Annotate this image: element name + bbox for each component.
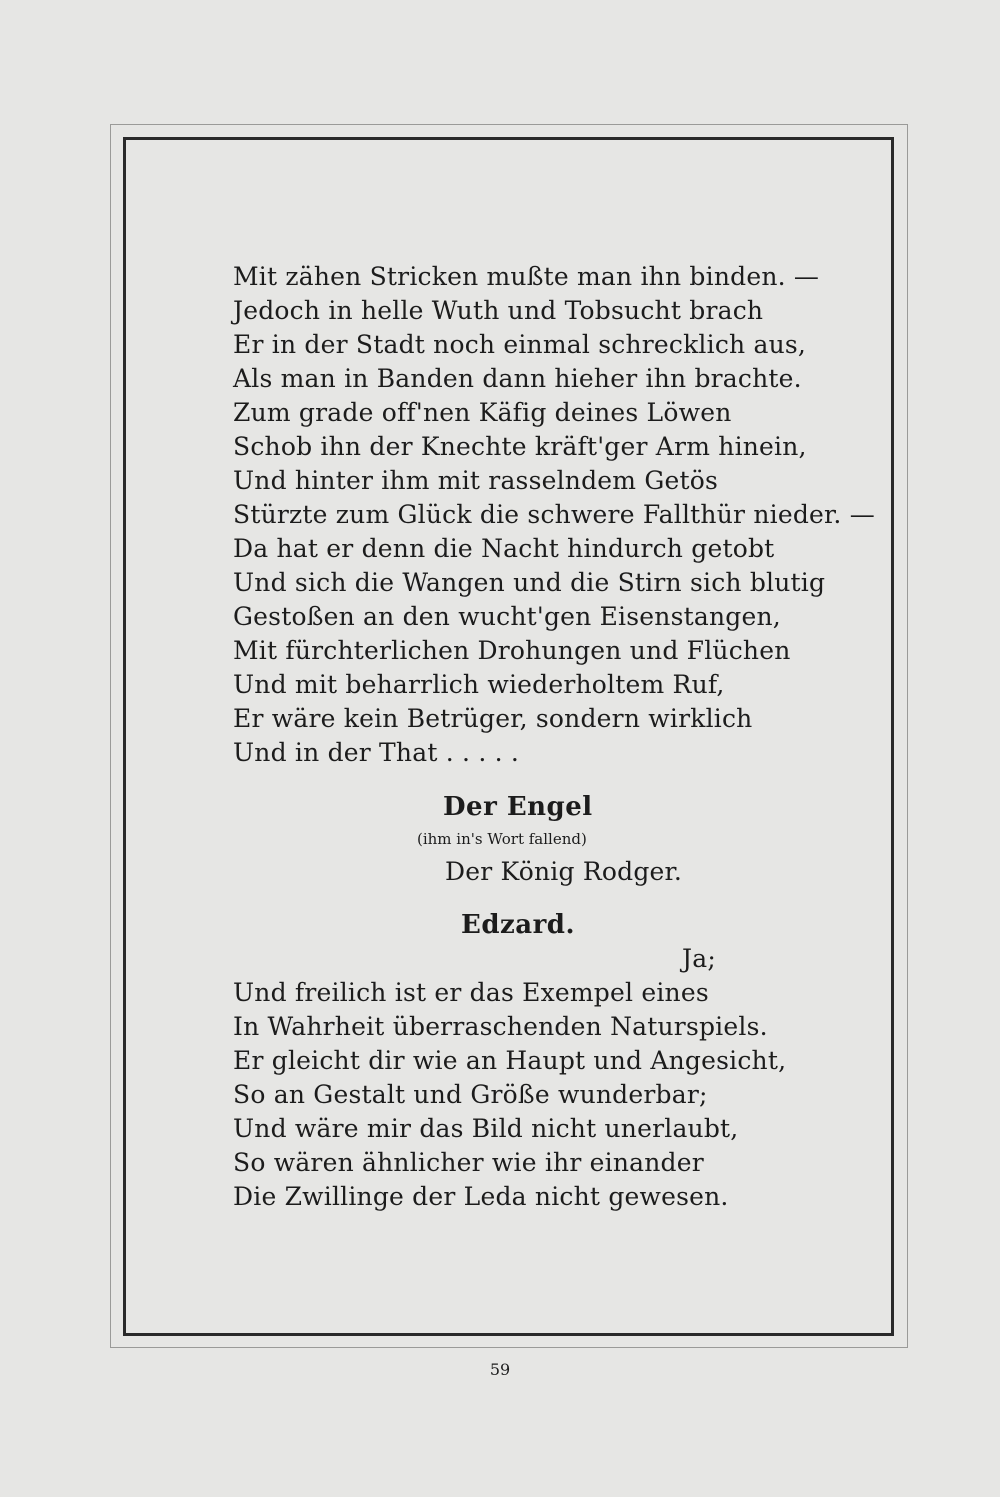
verse-line: So wären ähnlicher wie ihr einander	[233, 1148, 704, 1177]
verse-line: Mit fürchterlichen Drohungen und Flüchen	[233, 636, 791, 665]
speaker-name-engel: Der Engel	[443, 792, 593, 822]
verse-line: Und mit beharrlich wiederholtem Ruf,	[233, 670, 725, 699]
verse-line: Stürzte zum Glück die schwere Fallthür nieder. —	[233, 500, 875, 529]
verse-line: Zum grade off'nen Käfig deines Löwen	[233, 398, 732, 427]
verse-line: Er wäre kein Betrüger, sondern wirklich	[233, 704, 753, 733]
verse-line: Schob ihn der Knechte kräft'ger Arm hinein,	[233, 432, 807, 461]
verse-line: So an Gestalt und Größe wunderbar;	[233, 1080, 708, 1109]
verse-line: Die Zwillinge der Leda nicht gewesen.	[233, 1182, 729, 1211]
verse-line: Der König Rodger.	[445, 857, 683, 886]
verse-line: Und sich die Wangen und die Stirn sich blutig	[233, 568, 826, 597]
verse-line: Gestoßen an den wucht'gen Eisenstangen,	[233, 602, 781, 631]
verse-line: In Wahrheit überraschenden Naturspiels.	[233, 1012, 768, 1041]
page-number: 59	[489, 1360, 511, 1379]
verse-line: Und freilich ist er das Exempel eines	[233, 978, 709, 1007]
verse-line: Und in der That . . . . .	[233, 738, 520, 767]
verse-line: Und wäre mir das Bild nicht unerlaubt,	[233, 1114, 739, 1143]
verse-line: Er gleicht dir wie an Haupt und Angesicht,	[233, 1046, 787, 1075]
stage-direction: (ihm in's Wort fallend)	[417, 830, 587, 848]
verse-line: Ja;	[682, 944, 716, 973]
verse-line: Mit zähen Stricken mußte man ihn binden. —	[233, 262, 820, 291]
speaker-name-edzard: Edzard.	[461, 910, 576, 940]
verse-line: Als man in Banden dann hieher ihn brachte.	[233, 364, 802, 393]
verse-line: Er in der Stadt noch einmal schrecklich aus,	[233, 330, 807, 359]
verse-line: Und hinter ihm mit rasselndem Getös	[233, 466, 719, 495]
verse-line: Da hat er denn die Nacht hindurch getobt	[233, 534, 775, 563]
verse-line: Jedoch in helle Wuth und Tobsucht brach	[233, 296, 764, 325]
